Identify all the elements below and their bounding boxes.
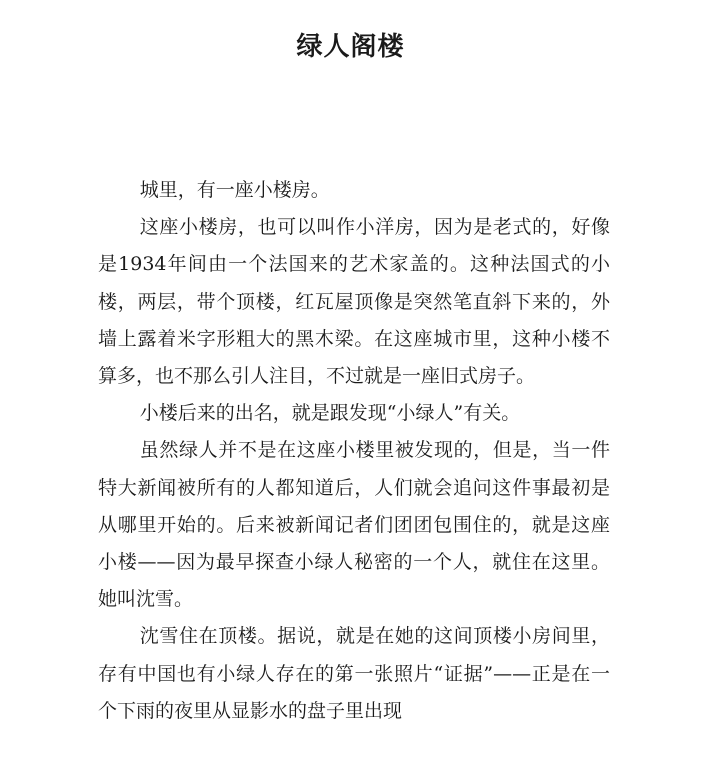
paragraph: 城里，有一座小楼房。 — [139, 179, 330, 201]
paragraph: 虽然绿人并不是在这座小楼里被发现的，但是，当一件特大新闻被所有的人都知道后，人们就会追问这件事最初是从哪里开始的。后来被新闻记者们团团包围住的，就是这座小楼——因为最早探查小绿人秘密的一个人，就住在这里。她叫沈雪。 — [98, 439, 610, 611]
paragraph: 这座小楼房，也可以叫作小洋房，因为是老式的，好像是1934年间由一个法国来的艺术家盖的。这种法国式的小楼，两层，带个顶楼，红瓦屋顶像是突然笔直斜下来的，外墙上露着米字形粗大的黑木梁。在这座城市里，这种小楼不算多，也不那么引人注目，不过就是一座旧式房子。 — [98, 216, 610, 388]
chapter-title: 绿人阁楼 — [296, 32, 405, 62]
body-text — [98, 172, 610, 730]
paragraph: 沈雪住在顶楼。据说，就是在她的这间顶楼小房间里，存有中国也有小绿人存在的第一张照片“证据”——正是在一个下雨的夜里从显影水的盘子里出现 — [98, 625, 610, 722]
paragraph: 小楼后来的出名，就是跟发现“小绿人”有关。 — [139, 402, 521, 425]
